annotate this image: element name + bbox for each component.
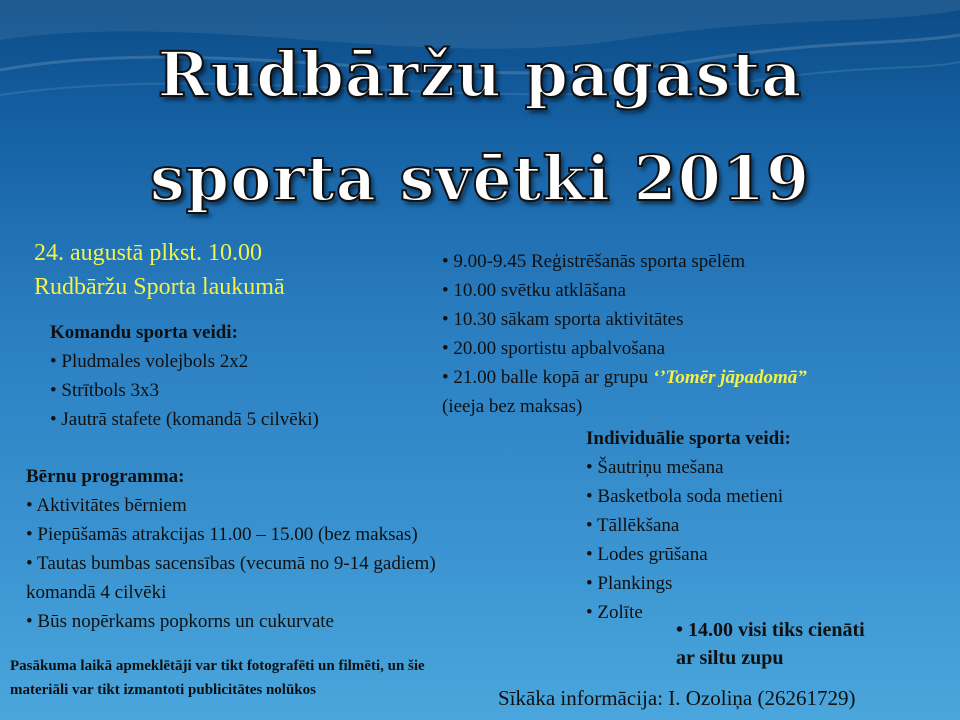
- soup-line-2: ar siltu zupu: [676, 647, 784, 669]
- kids-program: [26, 462, 436, 636]
- schedule-list: [442, 247, 807, 421]
- schedule-party-text: • 21.00 balle kopā ar grupu: [442, 367, 653, 388]
- schedule-item: • 10.30 sākam sporta aktivitātes: [442, 309, 684, 330]
- schedule-item-party: [442, 363, 807, 392]
- team-sports: [50, 318, 319, 434]
- kids-program-item: komandā 4 cilvēki: [26, 582, 167, 603]
- individual-sport-item: • Plankings: [586, 573, 673, 594]
- title-line-2: sporta svētki 2019: [149, 142, 811, 215]
- individual-sport-item: • Lodes grūšana: [586, 544, 708, 565]
- soup-line-1: • 14.00 visi tiks cienāti: [676, 619, 865, 641]
- contact-info: Sīkāka informācija: I. Ozoliņa (26261729): [498, 686, 856, 710]
- band-name: ‘’Tomēr jāpadomā”: [652, 367, 807, 388]
- team-sport-item: • Pludmales volejbols 2x2: [50, 351, 249, 372]
- individual-sport-item: • Zolīte: [586, 602, 643, 623]
- title-line-1: Rudbāržu pagasta: [157, 38, 803, 111]
- schedule-item: • 9.00-9.45 Reģistrēšanās sporta spēlēm: [442, 251, 746, 272]
- date-line-1: 24. augustā plkst. 10.00: [34, 240, 262, 266]
- individual-sport-item: • Basketbola soda metieni: [586, 486, 784, 507]
- kids-program-item: • Piepūšamās atrakcijas 11.00 – 15.00 (bez maksas): [26, 524, 418, 545]
- individual-sport-item: • Tāllēkšana: [586, 515, 680, 536]
- team-sport-item: • Strītbols 3x3: [50, 380, 160, 401]
- soup-announcement: [676, 616, 865, 672]
- schedule-item: • 10.00 svētku atklāšana: [442, 280, 626, 301]
- kids-program-item: • Aktivitātes bērniem: [26, 495, 187, 516]
- team-sport-item: • Jautrā stafete (komandā 5 cilvēki): [50, 409, 319, 430]
- kids-program-item: • Būs nopērkams popkorns un cukurvate: [26, 611, 334, 632]
- schedule-item: • 20.00 sportistu apbalvošana: [442, 338, 666, 359]
- kids-program-heading: Bērnu programma:: [26, 466, 185, 487]
- schedule-party-note: (ieeja bez maksas): [442, 396, 583, 417]
- individual-sports: [586, 424, 791, 627]
- date-line-2: Rudbāržu Sporta laukumā: [34, 274, 285, 300]
- event-date: [34, 236, 285, 304]
- individual-sport-item: • Šautriņu mešana: [586, 457, 724, 478]
- photo-notice-line-2: materiāli var tikt izmantoti publicitātes nolūkos: [10, 682, 316, 698]
- photo-notice: [10, 654, 425, 702]
- kids-program-item: • Tautas bumbas sacensības (vecumā no 9-14 gadiem): [26, 553, 436, 574]
- individual-sports-heading: Individuālie sporta veidi:: [586, 428, 791, 449]
- photo-notice-line-1: Pasākuma laikā apmeklētāji var tikt fotografēti un filmēti, un šie: [10, 658, 425, 674]
- team-sports-heading: Komandu sporta veidi:: [50, 322, 238, 343]
